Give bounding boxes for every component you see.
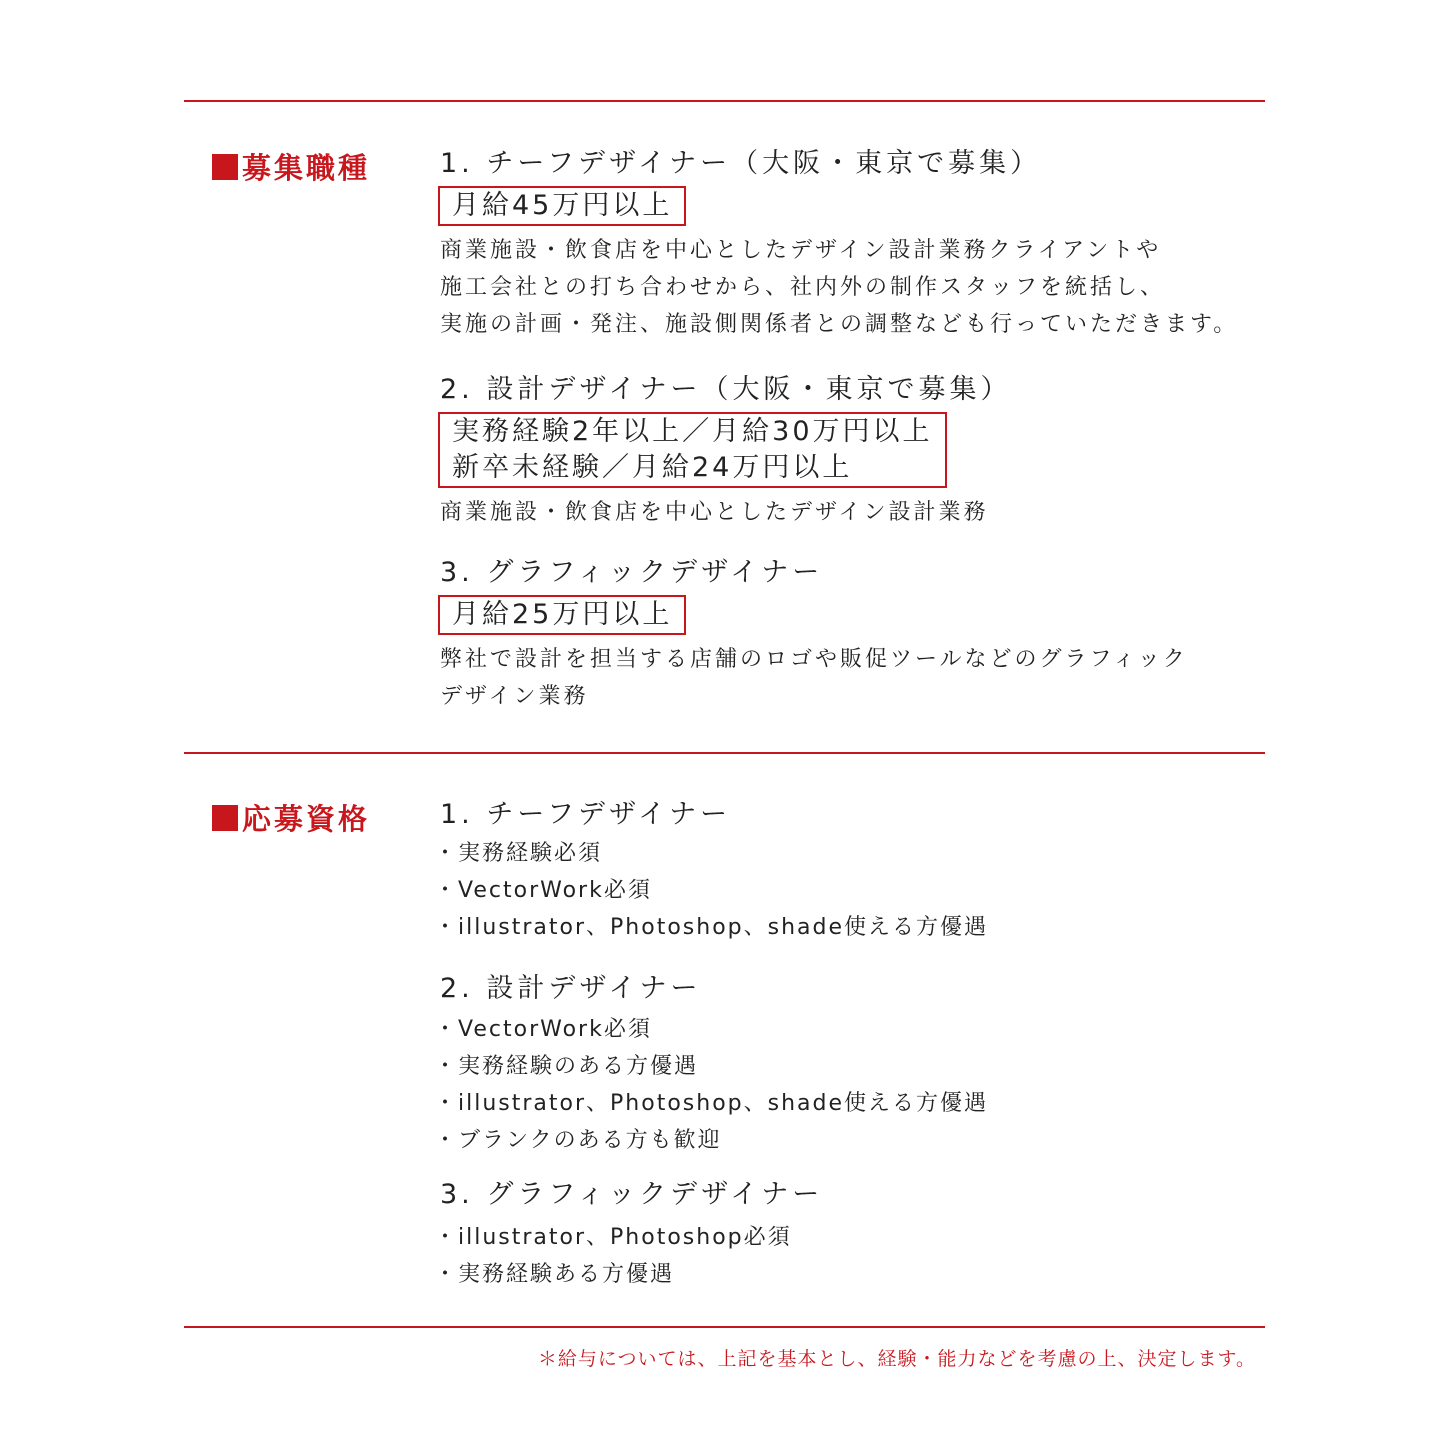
requirement-item: ・ 実務経験必須: [440, 835, 1240, 872]
salary-line: 月給45万円以上: [452, 190, 673, 221]
description-line: 実施の計画・発注、施設側関係者との調整なども行っていただきます。: [440, 312, 1239, 337]
description-line: 施工会社との打ち合わせから、社内外の制作スタッフを統括し、: [440, 275, 1166, 300]
job-description: [440, 494, 1240, 531]
recruit-job-2: [440, 372, 1240, 531]
salary-box: [438, 412, 947, 488]
job-description: [440, 641, 1240, 715]
requirement-item: ・ VectorWork必須: [440, 1011, 1240, 1048]
bottom-divider: [184, 1326, 1265, 1328]
requirement-item: ・ illustrator、Photoshop、shade使える方優遇: [440, 1085, 1240, 1122]
salary-line: 新卒未経験／月給24万円以上: [452, 452, 853, 483]
description-line: 商業施設・飲食店を中心としたデザイン設計業務: [440, 500, 989, 525]
requirement-item: ・ illustrator、Photoshop、shade使える方優遇: [440, 909, 1240, 946]
requirement-list: [440, 1219, 1240, 1293]
job-title: 1. チーフデザイナー（大阪・東京で募集）: [440, 148, 1042, 179]
requirement-item: ・ 実務経験のある方優遇: [440, 1048, 1240, 1085]
requirement-item: ・ illustrator、Photoshop必須: [440, 1219, 1240, 1256]
job-title: 1. チーフデザイナー: [440, 799, 732, 830]
job-title: 2. 設計デザイナー: [440, 973, 702, 1004]
square-bullet-icon: [212, 154, 238, 180]
salary-line: 月給25万円以上: [452, 599, 673, 630]
description-line: 弊社で設計を担当する店舗のロゴや販促ツールなどのグラフィック: [440, 647, 1188, 672]
recruit-label-text: 募集職種: [242, 151, 371, 185]
qualifications-section-label: [212, 797, 370, 838]
salary-box: [438, 595, 686, 635]
recruit-job-3: [440, 555, 1240, 715]
qualifications-label-text: 応募資格: [242, 802, 371, 836]
requirement-list: [440, 1011, 1240, 1159]
job-title: 3. グラフィックデザイナー: [440, 1179, 824, 1210]
description-line: デザイン業務: [440, 684, 589, 709]
salary-box: [438, 186, 686, 226]
job-title: 2. 設計デザイナー（大阪・東京で募集）: [440, 374, 1012, 405]
job-description: [440, 232, 1240, 343]
qualification-job-1: [440, 797, 1240, 946]
qualification-job-2: [440, 971, 1240, 1159]
description-line: 商業施設・飲食店を中心としたデザイン設計業務クライアントや: [440, 238, 1162, 263]
requirement-item: ・ 実務経験ある方優遇: [440, 1256, 1240, 1293]
square-bullet-icon: [212, 805, 238, 831]
requirement-list: [440, 835, 1240, 946]
salary-footnote: ＊給与については、上記を基本とし、経験・能力などを考慮の上、決定します。: [537, 1348, 1256, 1370]
requirement-item: ・ VectorWork必須: [440, 872, 1240, 909]
recruit-job-1: [440, 146, 1240, 343]
top-divider: [184, 100, 1265, 102]
recruit-section-label: [212, 146, 370, 187]
qualification-job-3: [440, 1177, 1240, 1293]
middle-divider: [184, 752, 1265, 754]
salary-line: 実務経験2年以上／月給30万円以上: [452, 416, 933, 447]
job-title: 3. グラフィックデザイナー: [440, 557, 824, 588]
requirement-item: ・ ブランクのある方も歓迎: [440, 1122, 1240, 1159]
